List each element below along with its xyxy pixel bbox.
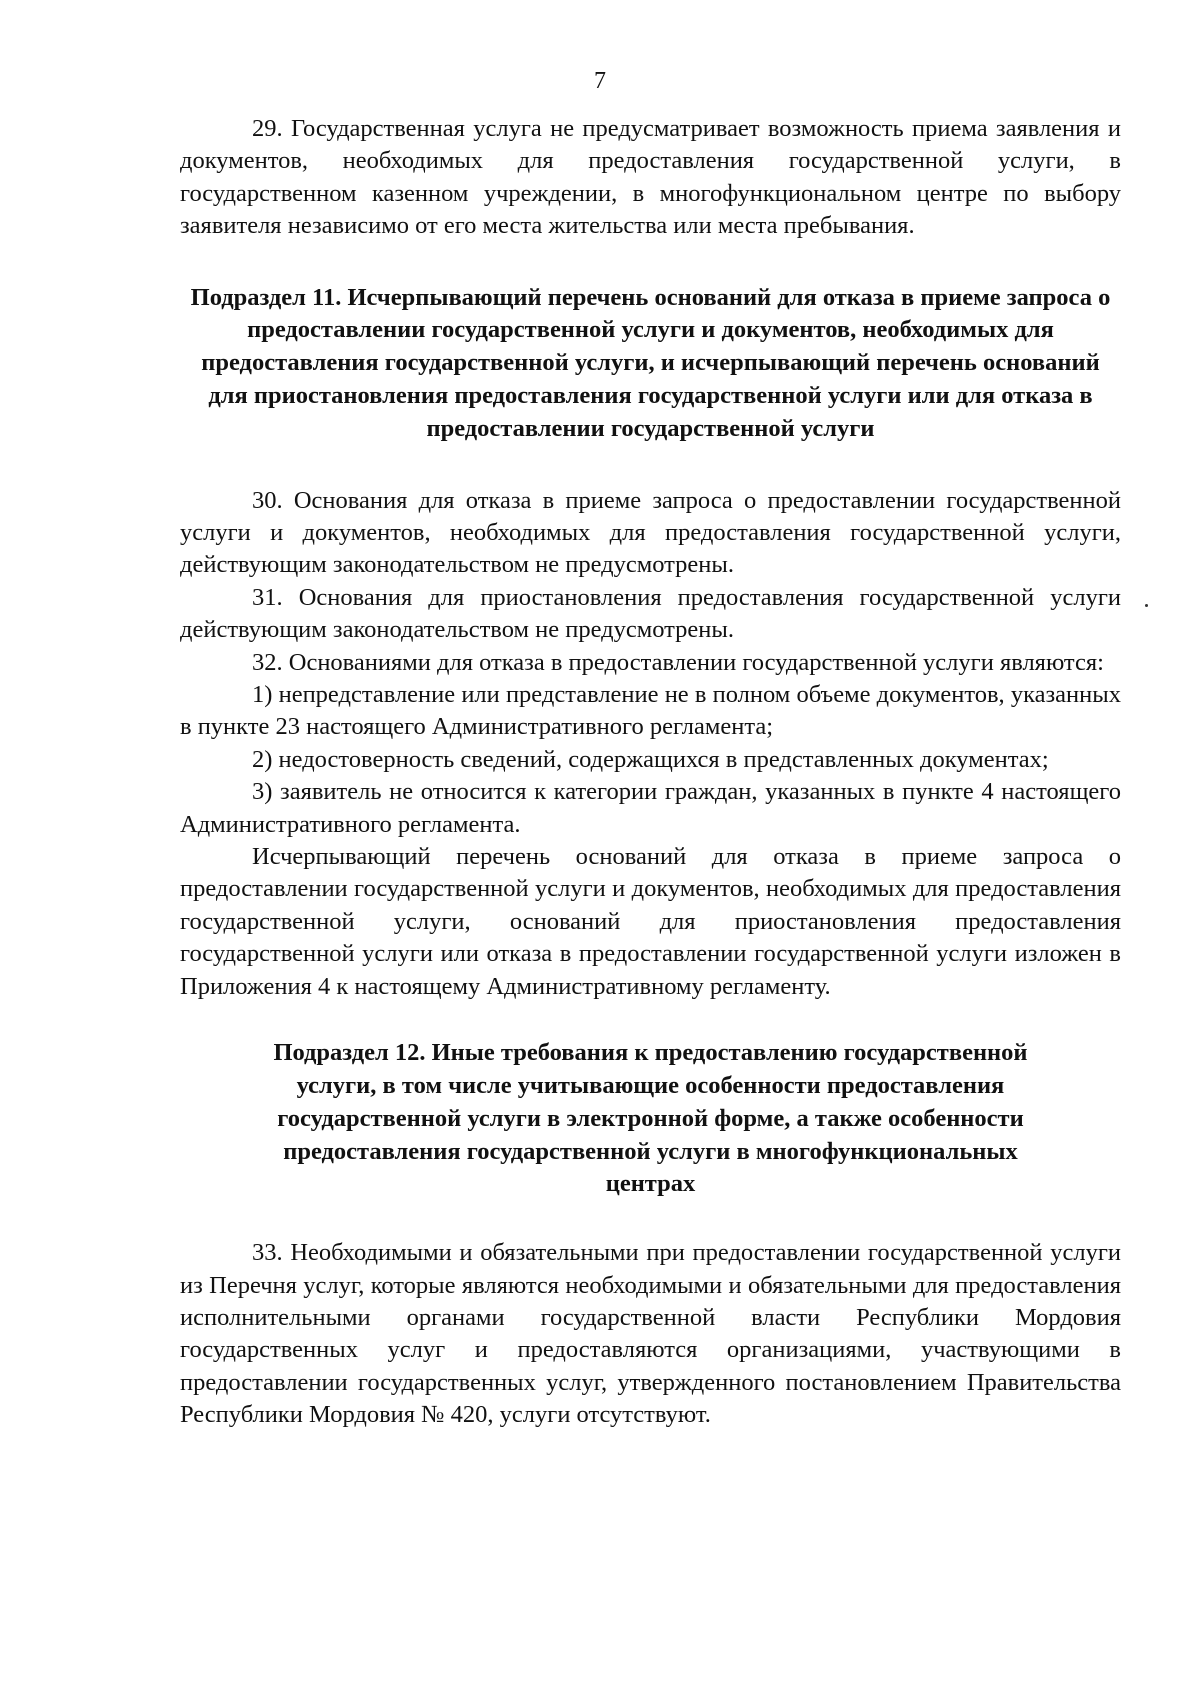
list-item-3: 3) заявитель не относится к категории граждан, указанных в пункте 4 настоящего Административного регламента. [180,778,1121,838]
paragraph-30: 30. Основания для отказа в приеме запроса о предоставлении государственной услуги и документов, необходимых для предоставления государственной услуги, действующим законодательством не предусмотрены. [180,486,1121,579]
document-body [180,113,1121,1432]
paragraph-31: 31. Основания для приостановления предоставления государственной услуги действующим законодательством не предусмотрены. [180,583,1121,644]
paragraph-29: 29. Государственная услуга не предусматривает возможность приема заявления и документов, необходимых для предоставления государственной услуги, в государственном казенном учреждении, в многофункциональном центре по выбору заявителя независимо от его места жительства или места пребывания. [180,115,1121,240]
scan-speck [1145,604,1148,607]
list-item-1: 1) непредставление или представление не в полном объеме документов, указанных в пункте 23 настоящего Административного регламента; [180,681,1121,741]
list-item-2: 2) недостоверность сведений, содержащихся в представленных документах; [252,745,1049,773]
subsection-11-heading: Подраздел 11. Исчерпывающий перечень оснований для отказа в приеме запроса о предоставлении государственной услуги и документов, необходимых для предоставления государственной услуги, и исчерпывающий перечень оснований для приостановления предоставления государственной услуги или для отказа в предоставлении государственной услуги [190,283,1111,442]
paragraph-32: 32. Основаниями для отказа в предоставлении государственной услуги являются: [252,648,1104,676]
paragraph-exhaustive-list: Исчерпывающий перечень оснований для отказа в приеме запроса о предоставлении государственной услуги и документов, необходимых для предоставления государственной услуги, оснований для приостановления предоставления государственной услуги или отказа в предоставлении государственной услуги изложен в Приложения 4 к настоящему Административному регламенту. [180,843,1121,1000]
subsection-12-heading: Подраздел 12. Иные требования к предоставлению государственной услуги, в том числе учитывающие особенности предоставления государственной услуги в электронной форме, а также особенности предоставления государственной услуги в многофункциональных центрах [273,1039,1028,1198]
paragraph-33: 33. Необходимыми и обязательными при предоставлении государственной услуги из Перечня услуг, которые являются необходимыми и обязательными для предоставления исполнительными органами государственной власти Республики Мордовия государственных услуг и предоставляются организациями, участвующими в предоставлении государственных услуг, утвержденного постановлением Правительства Республики Мордовия № 420, услуги отсутствуют. [180,1239,1121,1429]
page-number: 7 [594,68,606,94]
